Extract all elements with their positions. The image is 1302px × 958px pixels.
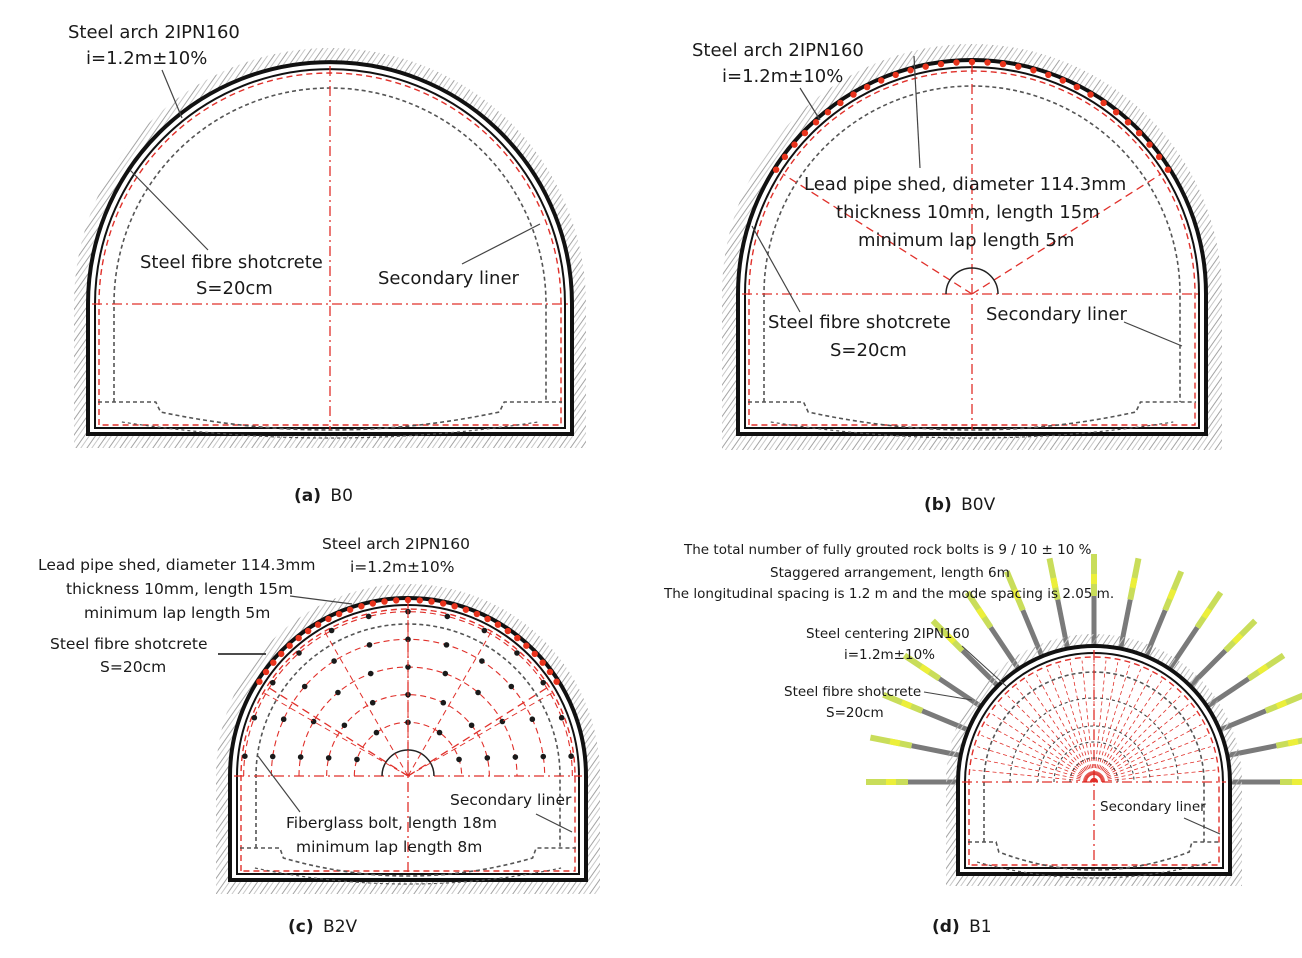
label-b-liner: Secondary liner xyxy=(986,304,1127,325)
label-b-shotcrete-1: Steel fibre shotcrete xyxy=(768,312,951,333)
pipe-shed-pipe xyxy=(263,669,269,675)
pipe-shed-pipe xyxy=(1000,61,1006,67)
pipe-shed-pipe xyxy=(1165,166,1171,172)
pipe-shed-pipe xyxy=(1136,130,1142,136)
label-c-liner: Secondary liner xyxy=(450,791,572,809)
pipe-shed-pipe xyxy=(405,597,411,603)
label-b-pipe-2: thickness 10mm, length 15m xyxy=(836,202,1100,223)
caption-c-tag: (c) xyxy=(288,917,314,937)
label-d-head-2: Staggered arrangement, length 6m xyxy=(770,565,1010,581)
pipe-shed-pipe xyxy=(984,59,990,65)
fiberglass-bolt xyxy=(366,614,372,620)
pipe-shed-pipe xyxy=(547,669,553,675)
caption-d xyxy=(932,917,992,937)
label-d-centering-1: Steel centering 2IPN160 xyxy=(806,626,970,642)
label-c-arch-2: i=1.2m±10% xyxy=(350,558,455,576)
caption-a xyxy=(294,486,353,506)
fiberglass-bolt xyxy=(540,754,546,760)
pipe-shed-pipe xyxy=(336,611,342,617)
caption-b xyxy=(924,495,996,515)
pipe-shed-pipe xyxy=(370,600,376,606)
pipe-shed-pipe xyxy=(1113,109,1119,115)
fiberglass-bolt xyxy=(370,700,376,706)
pipe-shed-pipe xyxy=(813,119,819,125)
label-b-arch-2: i=1.2m±10% xyxy=(722,66,844,87)
rock-bolt-band xyxy=(1259,666,1267,672)
label-a-shotcrete-2: S=20cm xyxy=(196,278,273,299)
fiberglass-bolt xyxy=(270,754,276,760)
pipe-shed-pipe xyxy=(1087,91,1093,97)
pipe-shed-pipe xyxy=(922,63,928,69)
pipe-shed-pipe xyxy=(315,621,321,627)
rock-bolt-band xyxy=(1234,635,1241,642)
pipe-shed-pipe xyxy=(837,100,843,106)
rock-bolt-band xyxy=(1277,702,1286,706)
fiberglass-bolt xyxy=(335,690,341,696)
fiberglass-bolt xyxy=(281,716,287,722)
panel-a-b0 xyxy=(74,48,586,448)
pipe-shed-pipe xyxy=(532,651,538,657)
fiberglass-bolt xyxy=(514,650,520,656)
fiberglass-bolt xyxy=(329,628,335,634)
tunnel-section-d xyxy=(866,554,1302,886)
caption-d-tag: (d) xyxy=(932,917,960,937)
pipe-shed-pipe xyxy=(484,616,490,622)
fiberglass-bolt xyxy=(311,719,317,725)
fiberglass-bolt xyxy=(270,680,276,686)
fiberglass-bolt xyxy=(484,755,490,761)
panel-d-b1 xyxy=(866,554,1302,886)
pipe-shed-pipe xyxy=(1074,84,1080,90)
rock-bolt-band xyxy=(978,609,984,617)
pipe-shed-pipe xyxy=(1156,154,1162,160)
pipe-shed-pipe xyxy=(440,600,446,606)
pipe-shed-pipe xyxy=(523,643,529,649)
pipe-shed-pipe xyxy=(782,154,788,160)
pipe-shed-pipe xyxy=(893,72,899,78)
rock-bolt-band xyxy=(890,741,900,743)
caption-d-text: B1 xyxy=(969,917,992,937)
pipe-shed-pipe xyxy=(553,678,559,684)
label-c-shotcrete-1: Steel fibre shotcrete xyxy=(50,635,208,653)
pipe-shed-pipe xyxy=(1060,77,1066,83)
pipe-shed-pipe xyxy=(295,635,301,641)
fiberglass-bolt xyxy=(367,642,373,648)
pipe-shed-pipe xyxy=(256,678,262,684)
label-b-shotcrete-2: S=20cm xyxy=(830,340,907,361)
rock-bolt-band xyxy=(1204,609,1210,617)
pipe-shed-pipe xyxy=(463,607,469,613)
rock-bolt-band xyxy=(1170,590,1174,599)
pipe-shed-pipe xyxy=(878,77,884,83)
pipe-shed-pipe xyxy=(393,597,399,603)
fiberglass-bolt xyxy=(475,690,481,696)
pipe-shed-pipe xyxy=(938,61,944,67)
pipe-shed-pipe xyxy=(953,59,959,65)
pipe-shed-pipe xyxy=(539,659,545,665)
fiberglass-bolt xyxy=(331,658,337,664)
pipe-shed-pipe xyxy=(773,166,779,172)
fiberglass-bolt xyxy=(530,716,536,722)
rock-bolt-band xyxy=(1133,578,1135,588)
fiberglass-bolt xyxy=(456,757,462,763)
fiberglass-bolt xyxy=(508,684,514,690)
fiberglass-bolt xyxy=(342,722,348,728)
pipe-shed-pipe xyxy=(286,643,292,649)
pipe-shed-pipe xyxy=(381,598,387,604)
pipe-shed-pipe xyxy=(451,603,457,609)
label-a-shotcrete-1: Steel fibre shotcrete xyxy=(140,252,323,273)
label-d-liner: Secondary liner xyxy=(1100,799,1206,815)
fiberglass-bolt xyxy=(559,715,565,721)
fiberglass-bolt xyxy=(479,658,485,664)
label-d-head-3: The longitudinal spacing is 1.2 m and the mode spacing is 2.05 m. xyxy=(664,586,1115,602)
pipe-shed-pipe xyxy=(305,628,311,634)
pipe-shed-pipe xyxy=(278,651,284,657)
label-b-pipe-3: minimum lap length 5m xyxy=(858,230,1075,251)
rock-bolt-band xyxy=(902,702,911,706)
fiberglass-bolt xyxy=(440,700,446,706)
pipe-shed-pipe xyxy=(325,616,331,622)
label-d-centering-2: i=1.2m±10% xyxy=(844,647,935,663)
fiberglass-bolt xyxy=(354,757,360,763)
fiberglass-bolt xyxy=(326,755,332,761)
pipe-shed-pipe xyxy=(825,109,831,115)
leader-d-centering xyxy=(962,646,1006,686)
label-d-shotcrete-1: Steel fibre shotcrete xyxy=(784,684,922,700)
pipe-shed-pipe xyxy=(850,91,856,97)
fiberglass-bolt xyxy=(242,753,248,759)
label-c-pipe-1: Lead pipe shed, diameter 114.3mm xyxy=(38,556,316,574)
fiberglass-bolt xyxy=(500,719,506,725)
pipe-shed-pipe xyxy=(864,84,870,90)
pipe-shed-pipe xyxy=(791,141,797,147)
pipe-shed-pipe xyxy=(270,659,276,665)
label-c-bolt-1: Fiberglass bolt, length 18m xyxy=(286,814,498,832)
label-b-pipe-1: Lead pipe shed, diameter 114.3mm xyxy=(804,174,1127,195)
pipe-shed-pipe xyxy=(969,59,975,65)
caption-a-text: B0 xyxy=(330,486,353,506)
label-a-liner: Secondary liner xyxy=(378,268,519,289)
pipe-shed-pipe xyxy=(1030,67,1036,73)
fiberglass-bolt xyxy=(444,642,450,648)
caption-a-tag: (a) xyxy=(294,486,322,506)
label-b-arch-1: Steel arch 2IPN160 xyxy=(692,40,864,61)
fiberglass-bolt xyxy=(568,753,574,759)
caption-c-text: B2V xyxy=(323,917,358,937)
caption-b-tag: (b) xyxy=(924,495,952,515)
label-d-head-1: The total number of fully grouted rock bolts is 9 / 10 ± 10 % xyxy=(684,542,1092,558)
pipe-shed-pipe xyxy=(1146,141,1152,147)
fiberglass-bolt xyxy=(442,671,448,677)
pipe-shed-pipe xyxy=(347,607,353,613)
pipe-shed-pipe xyxy=(514,635,520,641)
fiberglass-bolt xyxy=(437,730,443,736)
pipe-shed-pipe xyxy=(358,603,364,609)
caption-b-text: B0V xyxy=(961,495,996,515)
fiberglass-bolt xyxy=(469,722,475,728)
label-a-arch-2: i=1.2m±10% xyxy=(86,48,208,69)
label-a-arch-1: Steel arch 2IPN160 xyxy=(68,22,240,43)
caption-c xyxy=(288,917,358,937)
fiberglass-bolt xyxy=(298,754,304,760)
fiberglass-bolt xyxy=(302,684,308,690)
pipe-shed-pipe xyxy=(505,628,511,634)
pipe-shed-pipe xyxy=(907,67,913,73)
tunnel-section-a xyxy=(74,48,586,448)
label-c-shotcrete-2: S=20cm xyxy=(100,658,167,676)
label-c-pipe-3: minimum lap length 5m xyxy=(84,604,271,622)
fiberglass-bolt xyxy=(252,715,258,721)
label-c-arch-1: Steel arch 2IPN160 xyxy=(322,535,470,553)
pipe-shed-pipe xyxy=(1015,63,1021,69)
fiberglass-bolt xyxy=(540,680,546,686)
label-c-pipe-2: thickness 10mm, length 15m xyxy=(66,580,294,598)
pipe-shed-pipe xyxy=(474,611,480,617)
fiberglass-bolt xyxy=(482,628,488,634)
pipe-shed-pipe xyxy=(428,598,434,604)
fiberglass-bolt xyxy=(513,754,519,760)
pipe-shed-pipe xyxy=(495,621,501,627)
fiberglass-bolt xyxy=(445,614,451,620)
pipe-shed-pipe xyxy=(1045,72,1051,78)
pipe-shed-pipe xyxy=(802,130,808,136)
fiberglass-bolt xyxy=(368,671,374,677)
fiberglass-bolt xyxy=(296,650,302,656)
pipe-shed-pipe xyxy=(1125,119,1131,125)
fiberglass-bolt xyxy=(374,730,380,736)
label-c-bolt-2: minimum lap length 8m xyxy=(296,838,483,856)
label-d-shotcrete-2: S=20cm xyxy=(826,705,884,721)
rock-bolt-band xyxy=(921,666,929,672)
rock-bolt-band xyxy=(1288,741,1298,743)
pipe-shed-pipe xyxy=(1100,100,1106,106)
pipe-shed-pipe xyxy=(417,597,423,603)
